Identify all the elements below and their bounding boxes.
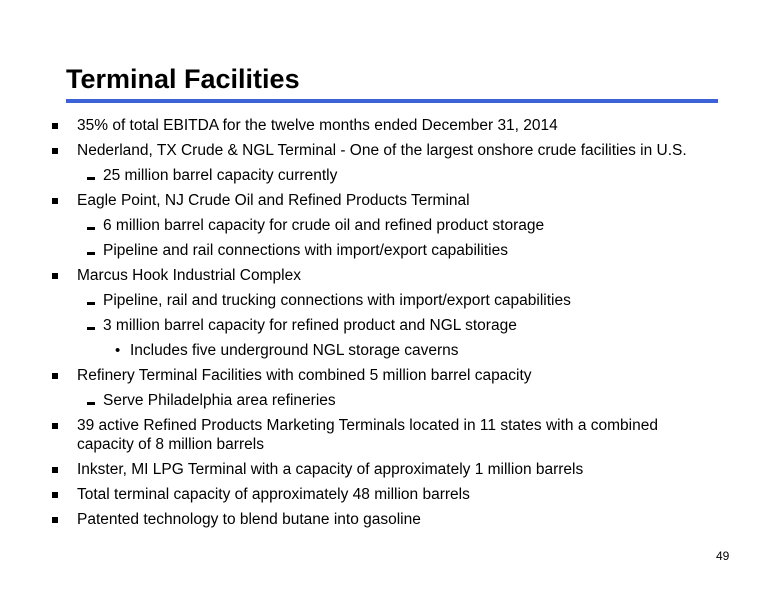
square-bullet-icon — [52, 273, 58, 279]
square-bullet-icon — [52, 198, 58, 204]
bullet-text: Marcus Hook Industrial Complex — [77, 267, 301, 284]
bullet-text: 25 million barrel capacity currently — [103, 167, 338, 184]
dash-bullet-icon — [87, 227, 95, 230]
bullet-item — [0, 485, 776, 504]
dash-bullet-icon — [87, 302, 95, 305]
bullet-text: 35% of total EBITDA for the twelve months ended December 31, 2014 — [77, 117, 558, 134]
bullet-item — [0, 366, 776, 385]
sub-bullet-item — [0, 316, 776, 335]
bullet-item — [0, 141, 776, 160]
bullet-item — [0, 116, 776, 135]
bullet-text: Pipeline and rail connections with import/export capabilities — [103, 242, 508, 259]
sub-bullet-item — [0, 166, 776, 185]
bullet-item — [0, 510, 776, 529]
bullet-text: Patented technology to blend butane into gasoline — [77, 511, 421, 528]
bullet-text: Pipeline, rail and trucking connections with import/export capabilities — [103, 292, 571, 309]
dash-bullet-icon — [87, 327, 95, 330]
square-bullet-icon — [52, 423, 58, 429]
bullet-text: Refinery Terminal Facilities with combined 5 million barrel capacity — [77, 367, 532, 384]
bullet-text: Nederland, TX Crude & NGL Terminal - One of the largest onshore crude facilities in U.S. — [77, 142, 687, 159]
square-bullet-icon — [52, 467, 58, 473]
square-bullet-icon — [52, 123, 58, 129]
slide-title: Terminal Facilities — [66, 64, 300, 94]
dash-bullet-icon — [87, 252, 95, 255]
bullet-text: 39 active Refined Products Marketing Terminals located in 11 states with a combined capacity of 8 million barrels — [77, 417, 658, 453]
page-number: 49 — [716, 549, 730, 563]
sub-bullet-item — [0, 241, 776, 260]
square-bullet-icon — [52, 492, 58, 498]
square-bullet-icon — [52, 517, 58, 523]
bullet-text: 3 million barrel capacity for refined product and NGL storage — [103, 317, 517, 334]
bullet-text: Inkster, MI LPG Terminal with a capacity of approximately 1 million barrels — [77, 461, 584, 478]
title-underline — [66, 99, 718, 103]
bullet-text: Total terminal capacity of approximately 48 million barrels — [77, 486, 470, 503]
dash-bullet-icon — [87, 402, 95, 405]
bullet-item — [0, 460, 776, 479]
bullet-item — [0, 191, 776, 210]
sub-bullet-item — [0, 216, 776, 235]
bullet-item — [0, 266, 776, 285]
bullet-text: Eagle Point, NJ Crude Oil and Refined Products Terminal — [77, 192, 470, 209]
bullet-text: 6 million barrel capacity for crude oil and refined product storage — [103, 217, 545, 234]
bullet-text: Serve Philadelphia area refineries — [103, 392, 336, 409]
dot-bullet-icon: • — [115, 342, 121, 359]
square-bullet-icon — [52, 148, 58, 154]
square-bullet-icon — [52, 373, 58, 379]
sub-bullet-item — [0, 291, 776, 310]
dash-bullet-icon — [87, 177, 95, 180]
bullet-text: Includes five underground NGL storage caverns — [130, 342, 459, 359]
bullet-item — [0, 416, 776, 454]
sub-sub-bullet-item — [0, 341, 776, 360]
sub-bullet-item — [0, 391, 776, 410]
bullet-list — [0, 116, 776, 535]
